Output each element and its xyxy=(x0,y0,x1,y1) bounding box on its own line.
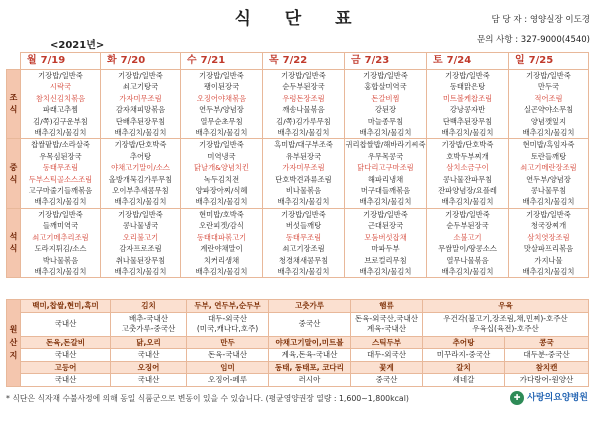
menu-cell-breakfast xyxy=(181,70,263,139)
menu-cell-lunch xyxy=(509,139,589,208)
menu-item: 배추김치/물김치 xyxy=(114,197,167,207)
lunch-label: 중 식 xyxy=(7,139,21,208)
menu-item: 비나물볶음 xyxy=(285,186,322,196)
menu-item: 배추김치/물김치 xyxy=(277,128,330,138)
menu-item: 만두국 xyxy=(537,82,560,92)
menu-item: 오란피겟/감식 xyxy=(199,221,244,231)
origin-header: 우육 xyxy=(423,300,589,313)
menu-cell-breakfast xyxy=(263,70,345,139)
menu-item: 추어탕 xyxy=(129,151,152,161)
menu-item: 가자미무조림 xyxy=(119,93,162,103)
menu-cell-lunch xyxy=(345,139,427,208)
origin-label: 원 산 지 xyxy=(7,300,21,387)
menu-item: 근대된장국 xyxy=(367,221,404,231)
menu-item: 시락국 xyxy=(49,82,72,92)
menu-item: 삼치엿장조림 xyxy=(527,232,570,242)
menu-item: 콩나물잔파무침 xyxy=(442,174,493,184)
menu-item: 배추김치/물김치 xyxy=(441,128,494,138)
origin-value: 우건각(불고기,장조림,채,민찌)-호주산 우육십(육전)-호주산 xyxy=(423,312,589,336)
menu-item: 버섯들깨탕 xyxy=(285,221,322,231)
origin-value: 국내산 xyxy=(21,312,111,336)
menu-item: 흑미밥/대구부조죽 xyxy=(274,140,333,150)
origin-value: 중국산 xyxy=(351,374,423,387)
menu-cell-lunch xyxy=(181,139,263,208)
menu-item: 기장밥/일반죽 xyxy=(281,71,326,80)
menu-item: 박나물볶음 xyxy=(42,255,79,265)
menu-cell-breakfast xyxy=(345,70,427,139)
menu-item: 오이부추새콤무침 xyxy=(112,186,169,196)
menu-item: 배추김치/물김치 xyxy=(522,128,575,138)
menu-item: 야채고기말이/소스 xyxy=(111,163,170,173)
day-name: 화 xyxy=(107,55,117,67)
origin-header: 콩국 xyxy=(505,336,589,349)
menu-item: 가자미무조림 xyxy=(282,163,325,173)
origin-value: 가다랑어-원양산 xyxy=(505,374,589,387)
menu-item: 팽이된장국 xyxy=(203,82,240,92)
origin-value: 오징어-페루 xyxy=(187,374,269,387)
menu-item: 올방개묵김가루무침 xyxy=(108,174,173,184)
menu-cell-breakfast xyxy=(427,70,509,139)
menu-item: 배추김치/물김치 xyxy=(114,128,167,138)
menu-item: 유부된장국 xyxy=(285,151,322,161)
menu-item: 배추김치/물김치 xyxy=(34,197,87,207)
menu-cell-dinner xyxy=(427,208,509,277)
page-title: 식 단 표 xyxy=(234,9,366,29)
menu-item: 쇠고기장조림 xyxy=(282,244,325,254)
origin-header: 만두 xyxy=(187,336,269,349)
menu-item: 기장밥/일반죽 xyxy=(199,71,244,80)
menu-item: 마파두부 xyxy=(371,244,400,254)
menu-item: 배추김치/물김치 xyxy=(441,197,494,207)
menu-item: 청경채새콤무침 xyxy=(278,255,329,265)
menu-item: 고구마줄기들깨볶음 xyxy=(28,186,93,196)
day-header xyxy=(21,53,101,70)
menu-item: 미트볼케찹조림 xyxy=(442,93,493,103)
menu-item: 단백추된장무침 xyxy=(442,116,493,126)
menu-item: 배추김치/물김치 xyxy=(34,128,87,138)
menu-cell-lunch xyxy=(21,139,101,208)
day-header xyxy=(101,53,181,70)
origin-value: 세네갈 xyxy=(423,374,505,387)
menu-cell-breakfast xyxy=(101,70,181,139)
year-label: <2021년> xyxy=(50,40,105,51)
menu-item: 기장밥/단호박죽 xyxy=(114,140,167,150)
menu-item: 배추김치/물김치 xyxy=(441,266,494,276)
day-name: 월 xyxy=(27,55,37,67)
menu-item: 순두부된장국 xyxy=(282,82,325,92)
menu-item: 단배추된장무침 xyxy=(115,116,166,126)
menu-item: 토란들깨탕 xyxy=(530,151,567,161)
corner-cell xyxy=(7,53,21,70)
menu-item: 동태대파볶고기 xyxy=(196,232,247,242)
hospital-name: 사랑의요양병원 xyxy=(527,393,588,403)
day-date: 7/22 xyxy=(282,55,308,67)
day-date: 7/24 xyxy=(446,55,472,67)
origin-header: 꽃게 xyxy=(351,361,423,374)
menu-item: 파래고추찜 xyxy=(42,105,79,115)
day-header xyxy=(263,53,345,70)
menu-item: 콩나물무침 xyxy=(530,186,567,196)
menu-item: 닭다리고구마조림 xyxy=(357,163,414,173)
menu-cell-dinner xyxy=(21,208,101,277)
menu-item: 돈갈비찜 xyxy=(371,93,400,103)
menu-item: 기장밥/일반죽 xyxy=(38,209,83,219)
menu-item: 동태무조림 xyxy=(42,163,79,173)
menu-item: 기장밥/일반죽 xyxy=(363,71,408,80)
origin-value: 국내산 xyxy=(111,349,187,362)
menu-item: 기장밥/일반죽 xyxy=(526,209,571,219)
menu-item: 기장밥/일반죽 xyxy=(445,209,490,219)
menu-item: 기장밥/일반죽 xyxy=(38,71,83,80)
hospital-logo xyxy=(510,390,588,405)
origin-header: 야채고기말이,미트볼 xyxy=(269,336,351,349)
day-name: 목 xyxy=(269,55,279,67)
menu-item: 감자프로조림 xyxy=(119,244,162,254)
menu-item: 삼치소금구이 xyxy=(446,163,489,173)
menu-item: 청국장찌개 xyxy=(530,221,567,231)
origin-value: 대두분-중국산 xyxy=(505,349,589,362)
menu-item: 배추김치/물김치 xyxy=(114,266,167,276)
origin-value: 대두-외국산 xyxy=(351,349,423,362)
contact-info: 문의 사항 : 327-9000(4540) xyxy=(476,35,590,45)
day-name: 일 xyxy=(515,55,525,67)
menu-item: 찹쌀팥밥/소라살죽 xyxy=(31,140,90,150)
menu-table xyxy=(6,52,589,278)
menu-item: 모둠버섯잡채 xyxy=(364,232,407,242)
menu-item: 오징어야채볶음 xyxy=(196,93,247,103)
menu-item: 호박두부찌개 xyxy=(446,151,489,161)
menu-item: 맛살파프리볶음 xyxy=(523,244,574,254)
menu-item: 우렁돈장조림 xyxy=(282,93,325,103)
day-name: 토 xyxy=(433,55,443,67)
menu-item: 배추김치/물김치 xyxy=(195,266,248,276)
menu-cell-dinner xyxy=(181,208,263,277)
menu-item: 감자채피망볶음 xyxy=(115,105,166,115)
origin-value: 국내산 xyxy=(21,349,111,362)
origin-header: 김치 xyxy=(111,300,187,313)
origin-value: 러시아 xyxy=(269,374,351,387)
origin-header: 갈치 xyxy=(423,361,505,374)
day-date: 7/20 xyxy=(120,55,146,67)
menu-cell-lunch xyxy=(263,139,345,208)
menu-item: 기장밥/일반죽 xyxy=(281,209,326,219)
menu-item: 배추김치/물김치 xyxy=(34,266,87,276)
menu-item: 기장밥/단호박죽 xyxy=(441,140,494,150)
menu-item: 동태맑은탕 xyxy=(449,82,486,92)
menu-item: 현미밥/호박죽 xyxy=(199,209,244,219)
menu-item: 열무순초무침 xyxy=(200,116,243,126)
origin-value: 계육,돈육-국내산 xyxy=(269,349,351,362)
origin-header: 동태, 동태포, 코다리 xyxy=(269,361,351,374)
day-header xyxy=(509,53,589,70)
menu-item: 참치신김치볶음 xyxy=(35,93,86,103)
origin-value: 국내산 xyxy=(21,374,111,387)
menu-item: 치커리생채 xyxy=(203,255,240,265)
menu-item: 기장밥/일반죽 xyxy=(526,71,571,80)
menu-item: 배추김치/물김치 xyxy=(195,128,248,138)
origin-header: 추어탕 xyxy=(423,336,505,349)
menu-item: 홍합살미역국 xyxy=(364,82,407,92)
menu-item: 닭날개&양념치킨 xyxy=(193,163,250,173)
menu-item: 오리불고기 xyxy=(122,232,159,242)
menu-item: 깨송나물볶음 xyxy=(282,105,325,115)
menu-item: 녹두김치전 xyxy=(203,174,240,184)
menu-item: 김/쪽)김구운부침 xyxy=(33,116,88,126)
menu-item: 소불고기 xyxy=(453,232,482,242)
origin-value: 중국산 xyxy=(269,312,351,336)
menu-item: 양념깻잎지 xyxy=(530,116,567,126)
menu-item: 배추김치/물김치 xyxy=(522,197,575,207)
origin-header: 햄류 xyxy=(351,300,423,313)
menu-cell-dinner xyxy=(101,208,181,277)
menu-item: 계란야채말이 xyxy=(200,244,243,254)
manager-info: 담 당 자 : 영양실장 이도경 xyxy=(491,15,590,25)
menu-item: 귀리찹쌀밥/해바라기씨죽 xyxy=(345,140,426,150)
menu-item: 기장밥/일반죽 xyxy=(363,209,408,219)
origin-value: 돈육-국내산 xyxy=(187,349,269,362)
origin-header: 고춧가루 xyxy=(269,300,351,313)
menu-item: 연두부/양념장 xyxy=(526,174,571,184)
origin-value: 배추-국내산 고춧가루-중국산 xyxy=(111,312,187,336)
menu-item: 머구대들깨볶음 xyxy=(360,186,411,196)
menu-item: 배추김치/물김치 xyxy=(277,266,330,276)
menu-item: 연두부/양념장 xyxy=(199,105,244,115)
origin-header: 임미 xyxy=(187,361,269,374)
menu-item: 두부스틱골소스조림 xyxy=(28,174,93,184)
menu-item: 양파장아찌/식혜 xyxy=(195,186,248,196)
menu-item: 우무목콩국 xyxy=(367,151,404,161)
origin-value: 국내산 xyxy=(111,374,187,387)
day-date: 7/25 xyxy=(528,55,554,67)
origin-value: 미꾸라지-중국산 xyxy=(423,349,505,362)
day-date: 7/23 xyxy=(364,55,390,67)
menu-item: 브로컬리무침 xyxy=(364,255,407,265)
menu-item: 취나물된장무침 xyxy=(115,255,166,265)
menu-item: 강된장 xyxy=(374,105,397,115)
menu-item: 해파리냉채 xyxy=(367,174,404,184)
menu-cell-breakfast xyxy=(21,70,101,139)
menu-item: 콩나물냉국 xyxy=(122,221,159,231)
origin-header: 백미,찹쌀,현미,흑미 xyxy=(21,300,111,313)
menu-item: 무쌈말이/땅콩소스 xyxy=(438,244,497,254)
menu-item: 기장밥/일반죽 xyxy=(118,71,163,80)
origin-header: 닭,오리 xyxy=(111,336,187,349)
day-name: 수 xyxy=(187,55,197,67)
day-header xyxy=(345,53,427,70)
hospital-logo-icon: ✚ xyxy=(510,391,524,405)
menu-item: 순두부된장국 xyxy=(446,221,489,231)
day-header xyxy=(181,53,263,70)
day-date: 7/21 xyxy=(200,55,226,67)
menu-item: 마늘종무침 xyxy=(367,116,404,126)
menu-item: 배추김치/물김치 xyxy=(277,197,330,207)
menu-item: 기장밥/일반죽 xyxy=(445,71,490,80)
menu-cell-dinner xyxy=(509,208,589,277)
origin-header: 돈육,돈갈비 xyxy=(21,336,111,349)
day-date: 7/19 xyxy=(40,55,66,67)
origin-header: 스틱두부 xyxy=(351,336,423,349)
origin-header: 고등어 xyxy=(21,361,111,374)
menu-cell-lunch xyxy=(427,139,509,208)
breakfast-label: 조 식 xyxy=(7,70,21,139)
origin-header: 참치캔 xyxy=(505,361,589,374)
menu-item: 미역냉국 xyxy=(207,151,236,161)
origin-value: 대두-외국산 (미국,캐나다,호주) xyxy=(187,312,269,336)
menu-item: 들깨미역국 xyxy=(42,221,79,231)
origin-header: 오징어 xyxy=(111,361,187,374)
menu-item: 적어조림 xyxy=(534,93,563,103)
menu-item: 열무나물볶음 xyxy=(446,255,489,265)
menu-cell-dinner xyxy=(345,208,427,277)
day-header xyxy=(427,53,509,70)
menu-cell-breakfast xyxy=(509,70,589,139)
menu-item: 배추김치/물김치 xyxy=(359,128,412,138)
day-name: 금 xyxy=(351,55,361,67)
menu-item: 배추김치/물김치 xyxy=(359,266,412,276)
menu-item: 기장밥/일반죽 xyxy=(199,140,244,150)
menu-item: 쇠고기메란장조림 xyxy=(520,163,577,173)
origin-table xyxy=(6,299,589,387)
menu-item: 가지나물 xyxy=(534,255,563,265)
menu-item: 강낭콩자반 xyxy=(449,105,486,115)
menu-item: 배추김치/물김치 xyxy=(522,266,575,276)
menu-item: 쇠고기메추리조림 xyxy=(32,232,89,242)
menu-item: 배추김치/물김치 xyxy=(359,197,412,207)
menu-item: 우목심된장국 xyxy=(39,151,82,161)
origin-header: 두부, 연두부,순두부 xyxy=(187,300,269,313)
menu-item: 동태무조림 xyxy=(285,232,322,242)
menu-item: 도라지튀김/소스 xyxy=(34,244,87,254)
origin-value: 돈육-외국산,국내산 계육-국내산 xyxy=(351,312,423,336)
menu-item: 잔파양념장/요플레 xyxy=(438,186,497,196)
menu-item: 쇠고기탕국 xyxy=(122,82,159,92)
menu-item: 현미밥/흑임자죽 xyxy=(522,140,575,150)
menu-item: 김/쪽)김가루무침 xyxy=(276,116,331,126)
dinner-label: 석 식 xyxy=(7,208,21,277)
menu-item: 실곤약야소무침 xyxy=(523,105,574,115)
menu-cell-dinner xyxy=(263,208,345,277)
footnote: * 식단은 식자재 수불사정에 의해 동일 식품군으로 변동이 있을 수 있습니다. (평균영양권장 열량 : 1,600~1,800kcal) xyxy=(6,394,409,403)
menu-item: 단호박견과류조림 xyxy=(275,174,332,184)
menu-cell-lunch xyxy=(101,139,181,208)
menu-item: 배추김치/물김치 xyxy=(195,197,248,207)
menu-item: 기장밥/일반죽 xyxy=(118,209,163,219)
